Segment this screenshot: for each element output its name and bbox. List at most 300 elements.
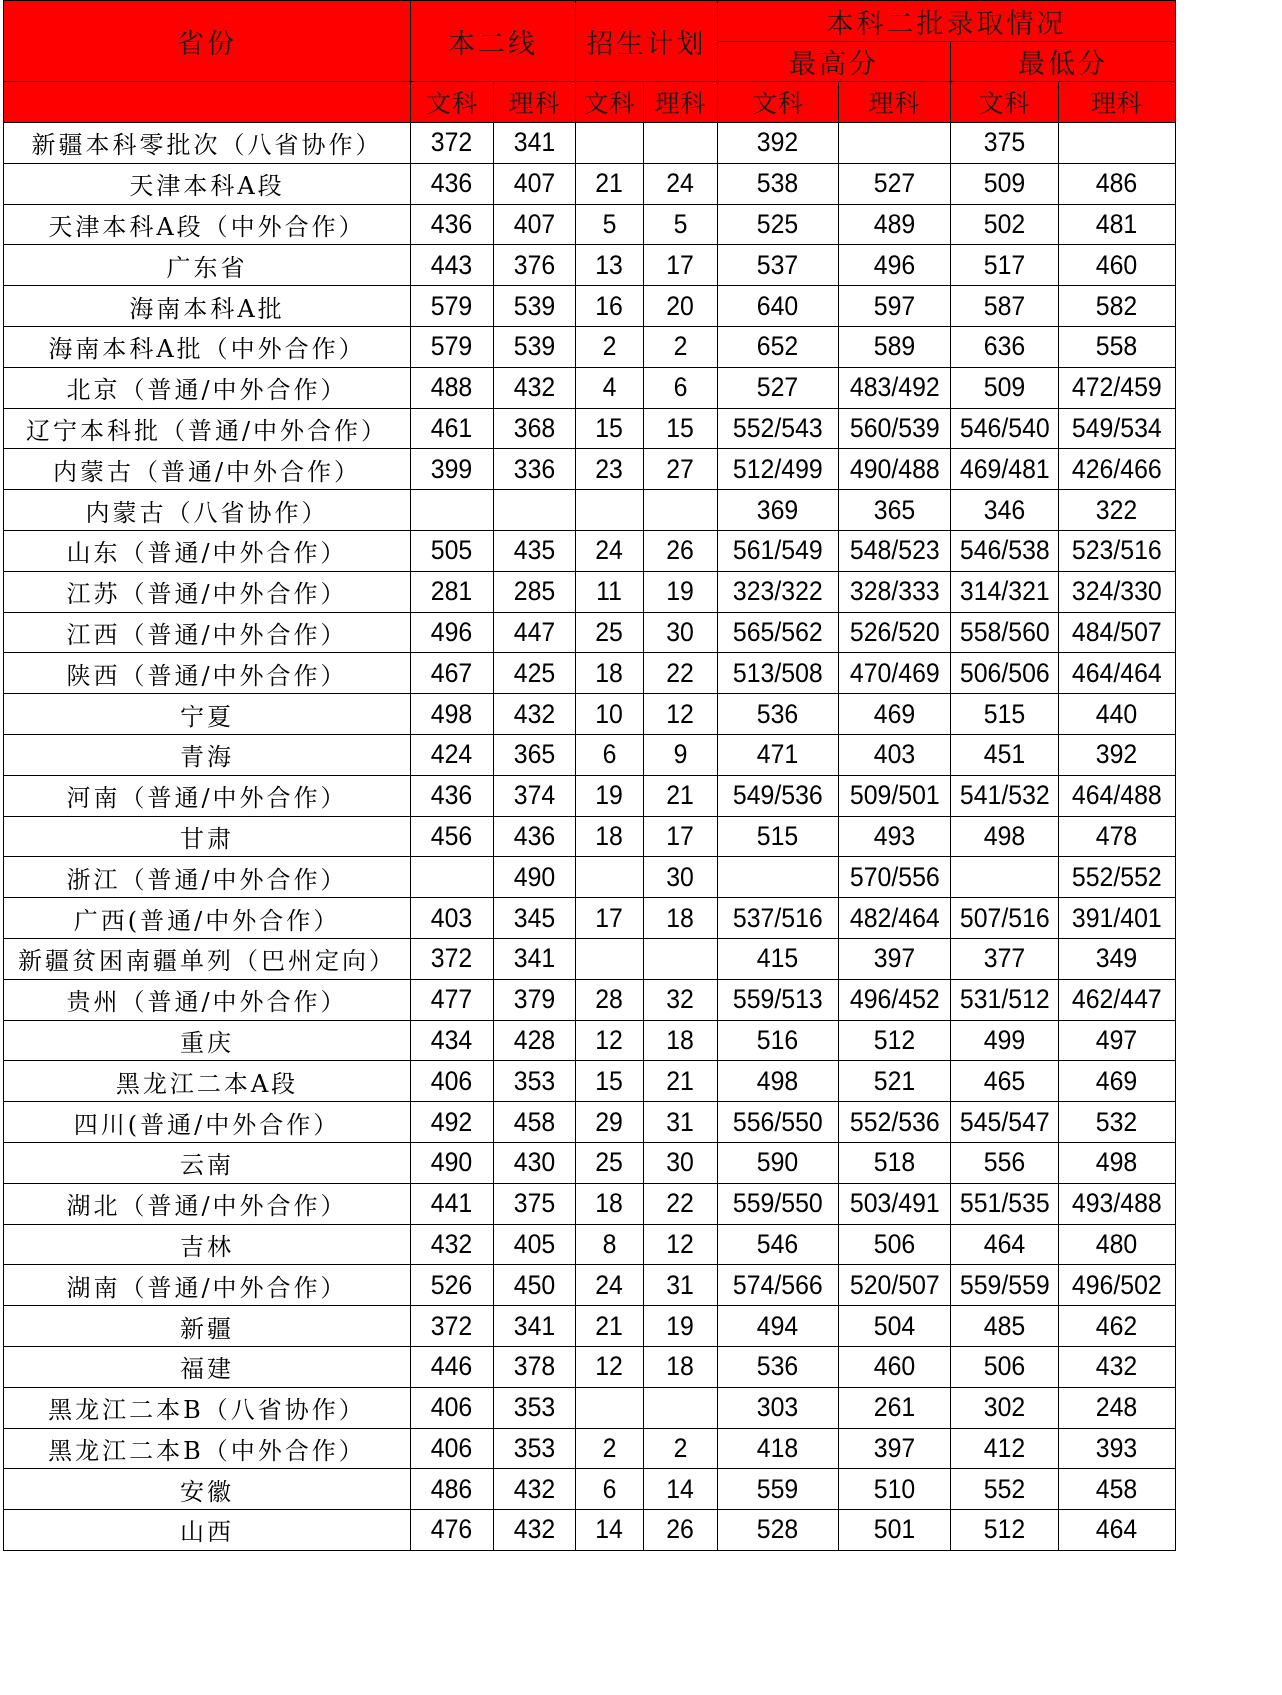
cell-min-science: [1059, 816, 1176, 857]
cell-min-science: [1059, 367, 1176, 408]
cell-value: 30: [666, 1147, 695, 1178]
cell-value: 505: [431, 535, 473, 566]
cell-min-science: [1059, 694, 1176, 735]
cell-value: 496/502: [1072, 1269, 1162, 1300]
cell-value: 322: [1096, 494, 1138, 525]
cell-max-arts: [718, 816, 839, 857]
cell-value: 418: [757, 1432, 799, 1463]
cell-value: 515: [983, 698, 1026, 729]
cell-value: 526/520: [849, 616, 940, 647]
cell-max-science: [839, 1224, 951, 1265]
cell-province: 宁夏: [4, 694, 411, 735]
cell-value: 25: [595, 1147, 624, 1178]
cell-plan-science: [644, 245, 718, 286]
cell-min-science: [1059, 571, 1176, 612]
cell-value: 532: [1096, 1106, 1138, 1137]
cell-value: 493: [873, 820, 916, 851]
cell-max-arts: [718, 408, 839, 449]
cell-value: 546: [757, 1228, 799, 1259]
cell-value: 510: [873, 1473, 916, 1504]
cell-max-arts: [718, 979, 839, 1020]
cell-plan-science: [644, 490, 718, 531]
cell-max-science: [839, 1142, 951, 1183]
cell-min-science: [1059, 1346, 1176, 1387]
header-line2-science: 理科: [494, 82, 576, 123]
cell-plan-science: [644, 408, 718, 449]
cell-line2-science: [494, 286, 576, 327]
table-row: [4, 1510, 1176, 1551]
cell-min-science: [1059, 204, 1176, 245]
cell-min-arts: [951, 979, 1059, 1020]
cell-value: 28: [595, 984, 624, 1015]
cell-value: 558: [1096, 331, 1138, 362]
cell-value: 506: [983, 1351, 1026, 1382]
cell-plan-science: [644, 653, 718, 694]
cell-value: 496: [873, 249, 916, 280]
cell-province: 浙江（普通/中外合作）: [4, 857, 411, 898]
header-min-score: 最低分: [951, 42, 1176, 82]
cell-province: 重庆: [4, 1020, 411, 1061]
cell-value: 477: [431, 984, 473, 1015]
cell-province: 新疆: [4, 1306, 411, 1347]
cell-value: 556/550: [733, 1106, 823, 1137]
cell-value: 496: [431, 616, 473, 647]
cell-value: 561/549: [733, 535, 823, 566]
cell-value: 368: [513, 412, 556, 443]
cell-value: 432: [513, 1514, 556, 1545]
cell-value: 406: [431, 1392, 473, 1423]
cell-value: 392: [757, 127, 799, 158]
cell-value: 21: [666, 1065, 695, 1096]
cell-max-arts: [718, 530, 839, 571]
cell-value: 493/488: [1072, 1188, 1162, 1219]
cell-value: 406: [431, 1065, 473, 1096]
cell-value: 490: [513, 861, 556, 892]
cell-value: 556: [983, 1147, 1026, 1178]
cell-plan-arts: [576, 245, 644, 286]
cell-value: 541/532: [959, 780, 1050, 811]
cell-line2-science: [494, 1224, 576, 1265]
cell-min-science: [1059, 163, 1176, 204]
cell-min-arts: [951, 1428, 1059, 1469]
cell-max-science: [839, 1346, 951, 1387]
cell-value: 471: [757, 739, 799, 770]
cell-line2-arts: [411, 163, 494, 204]
cell-value: 507/516: [959, 902, 1050, 933]
cell-line2-arts: [411, 653, 494, 694]
table-row: [4, 204, 1176, 245]
cell-value: 498: [1096, 1147, 1138, 1178]
cell-max-science: [839, 816, 951, 857]
cell-plan-science: [644, 530, 718, 571]
cell-value: 490: [431, 1147, 473, 1178]
cell-min-arts: [951, 530, 1059, 571]
cell-province: 吉林: [4, 1224, 411, 1265]
table-row: [4, 245, 1176, 286]
cell-line2-arts: [411, 1469, 494, 1510]
cell-max-science: [839, 123, 951, 164]
cell-value: 393: [1096, 1432, 1138, 1463]
cell-value: 436: [431, 780, 473, 811]
cell-value: 504: [873, 1310, 916, 1341]
admission-score-table: [3, 0, 1176, 1551]
cell-max-science: [839, 163, 951, 204]
cell-max-science: [839, 653, 951, 694]
cell-plan-science: [644, 449, 718, 490]
header-plan: 招生计划: [576, 1, 718, 82]
cell-value: 537/516: [733, 902, 823, 933]
cell-line2-arts: [411, 571, 494, 612]
cell-line2-arts: [411, 857, 494, 898]
cell-value: 15: [595, 1065, 624, 1096]
cell-plan-arts: [576, 857, 644, 898]
cell-value: 21: [595, 1310, 624, 1341]
cell-value: 432: [513, 1473, 556, 1504]
cell-min-science: [1059, 1102, 1176, 1143]
cell-value: 31: [666, 1106, 695, 1137]
table-row: [4, 449, 1176, 490]
cell-line2-science: [494, 612, 576, 653]
cell-value: 6: [602, 739, 617, 770]
cell-value: 432: [1096, 1351, 1138, 1382]
cell-line2-arts: [411, 612, 494, 653]
cell-plan-science: [644, 612, 718, 653]
cell-plan-science: [644, 938, 718, 979]
cell-plan-science: [644, 204, 718, 245]
cell-value: 324/330: [1072, 576, 1162, 607]
cell-value: 336: [513, 453, 556, 484]
table-row: [4, 694, 1176, 735]
cell-value: 558/560: [959, 616, 1050, 647]
cell-value: 579: [431, 331, 473, 362]
cell-value: 464: [983, 1228, 1026, 1259]
cell-value: 18: [666, 1024, 695, 1055]
table-row: [4, 1183, 1176, 1224]
cell-max-science: [839, 979, 951, 1020]
cell-plan-arts: [576, 1510, 644, 1551]
cell-line2-science: [494, 530, 576, 571]
cell-value: 24: [595, 535, 624, 566]
cell-value: 27: [666, 453, 695, 484]
cell-value: 515: [757, 820, 799, 851]
cell-value: 461: [431, 412, 473, 443]
table-row: [4, 490, 1176, 531]
cell-value: 20: [666, 290, 695, 321]
cell-plan-arts: [576, 612, 644, 653]
cell-value: 497: [1096, 1024, 1138, 1055]
cell-plan-arts: [576, 123, 644, 164]
cell-min-arts: [951, 1061, 1059, 1102]
table-row: [4, 1102, 1176, 1143]
cell-line2-arts: [411, 979, 494, 1020]
cell-max-science: [839, 612, 951, 653]
cell-value: 369: [757, 494, 799, 525]
cell-value: 521: [873, 1065, 916, 1096]
cell-plan-science: [644, 571, 718, 612]
cell-value: 552/543: [733, 412, 823, 443]
cell-province: 福建: [4, 1346, 411, 1387]
cell-line2-science: [494, 408, 576, 449]
cell-plan-science: [644, 1265, 718, 1306]
cell-line2-arts: [411, 734, 494, 775]
cell-value: 435: [513, 535, 556, 566]
cell-value: 496/452: [849, 984, 940, 1015]
cell-max-arts: [718, 612, 839, 653]
cell-value: 372: [431, 943, 473, 974]
cell-line2-arts: [411, 694, 494, 735]
cell-value: 490/488: [849, 453, 940, 484]
cell-min-arts: [951, 775, 1059, 816]
cell-value: 5: [673, 208, 688, 239]
cell-min-arts: [951, 1183, 1059, 1224]
cell-min-science: [1059, 775, 1176, 816]
cell-value: 2: [602, 331, 617, 362]
cell-province: 黑龙江二本B（中外合作）: [4, 1428, 411, 1469]
cell-value: 6: [673, 372, 688, 403]
cell-max-arts: [718, 1387, 839, 1428]
cell-value: 458: [513, 1106, 556, 1137]
cell-max-science: [839, 490, 951, 531]
cell-min-science: [1059, 734, 1176, 775]
cell-max-science: [839, 449, 951, 490]
cell-value: 502: [983, 208, 1026, 239]
table-row: [4, 898, 1176, 939]
cell-value: 446: [431, 1351, 473, 1382]
cell-value: 375: [983, 127, 1026, 158]
cell-plan-science: [644, 898, 718, 939]
cell-value: 314/321: [959, 576, 1050, 607]
cell-value: 636: [983, 331, 1026, 362]
table-row: [4, 1346, 1176, 1387]
cell-value: 462: [1096, 1310, 1138, 1341]
cell-plan-arts: [576, 326, 644, 367]
table-row: [4, 1387, 1176, 1428]
cell-value: 450: [513, 1269, 556, 1300]
cell-line2-arts: [411, 286, 494, 327]
cell-max-arts: [718, 204, 839, 245]
cell-value: 447: [513, 616, 556, 647]
cell-plan-arts: [576, 1142, 644, 1183]
cell-line2-science: [494, 1183, 576, 1224]
cell-value: 392: [1096, 739, 1138, 770]
cell-max-science: [839, 571, 951, 612]
cell-line2-arts: [411, 938, 494, 979]
cell-line2-science: [494, 1102, 576, 1143]
cell-value: 545/547: [959, 1106, 1050, 1137]
header-admission: 本科二批录取情况: [718, 1, 1176, 42]
cell-value: 460: [1096, 249, 1138, 280]
cell-value: 323/322: [733, 576, 823, 607]
cell-min-science: [1059, 408, 1176, 449]
cell-value: 2: [602, 1432, 617, 1463]
cell-value: 509: [983, 372, 1026, 403]
cell-value: 501: [873, 1514, 916, 1545]
cell-province: 安徽: [4, 1469, 411, 1510]
cell-value: 376: [513, 249, 556, 280]
cell-value: 485: [983, 1310, 1026, 1341]
cell-value: 512/499: [733, 453, 823, 484]
table-row: [4, 612, 1176, 653]
cell-max-arts: [718, 1306, 839, 1347]
cell-value: 640: [757, 290, 799, 321]
table-row: [4, 1265, 1176, 1306]
cell-value: 458: [1096, 1473, 1138, 1504]
cell-value: 559: [757, 1473, 799, 1504]
cell-max-arts: [718, 286, 839, 327]
cell-line2-science: [494, 204, 576, 245]
cell-value: 486: [1096, 168, 1138, 199]
cell-plan-arts: [576, 898, 644, 939]
header-plan-science: 理科: [644, 82, 718, 123]
cell-plan-arts: [576, 1183, 644, 1224]
cell-min-arts: [951, 490, 1059, 531]
cell-min-science: [1059, 1061, 1176, 1102]
table-row: [4, 1061, 1176, 1102]
cell-value: 425: [513, 657, 556, 688]
header-min-science: 理科: [1059, 82, 1176, 123]
cell-value: 18: [666, 1351, 695, 1382]
cell-value: 341: [513, 943, 556, 974]
cell-plan-science: [644, 1387, 718, 1428]
cell-line2-science: [494, 1265, 576, 1306]
cell-value: 536: [757, 698, 799, 729]
cell-value: 465: [983, 1065, 1026, 1096]
table-row: [4, 938, 1176, 979]
cell-value: 18: [666, 902, 695, 933]
cell-value: 482/464: [849, 902, 940, 933]
cell-value: 24: [666, 168, 695, 199]
cell-value: 467: [431, 657, 473, 688]
cell-plan-science: [644, 1183, 718, 1224]
cell-plan-science: [644, 857, 718, 898]
cell-province: 广西(普通/中外合作）: [4, 898, 411, 939]
cell-value: 489: [873, 208, 916, 239]
cell-province: 云南: [4, 1142, 411, 1183]
cell-line2-arts: [411, 1510, 494, 1551]
cell-line2-arts: [411, 1183, 494, 1224]
cell-plan-arts: [576, 1061, 644, 1102]
cell-value: 407: [513, 168, 556, 199]
cell-value: 451: [983, 739, 1026, 770]
cell-line2-science: [494, 979, 576, 1020]
cell-line2-science: [494, 245, 576, 286]
cell-value: 365: [873, 494, 916, 525]
cell-max-science: [839, 530, 951, 571]
cell-value: 552: [983, 1473, 1026, 1504]
cell-plan-arts: [576, 775, 644, 816]
cell-max-arts: [718, 653, 839, 694]
cell-value: 397: [873, 1432, 916, 1463]
cell-line2-arts: [411, 1306, 494, 1347]
cell-value: 494: [757, 1310, 799, 1341]
cell-min-arts: [951, 286, 1059, 327]
cell-value: 480: [1096, 1228, 1138, 1259]
cell-max-arts: [718, 1020, 839, 1061]
cell-value: 559/559: [959, 1269, 1050, 1300]
cell-province: 甘肃: [4, 816, 411, 857]
table-row: [4, 816, 1176, 857]
table-row: [4, 653, 1176, 694]
cell-plan-science: [644, 1061, 718, 1102]
cell-min-arts: [951, 449, 1059, 490]
cell-plan-arts: [576, 571, 644, 612]
cell-value: 21: [666, 780, 695, 811]
cell-plan-arts: [576, 490, 644, 531]
cell-max-arts: [718, 857, 839, 898]
cell-line2-arts: [411, 123, 494, 164]
cell-value: 440: [1096, 698, 1138, 729]
cell-max-arts: [718, 1265, 839, 1306]
cell-line2-arts: [411, 245, 494, 286]
cell-plan-arts: [576, 816, 644, 857]
cell-value: 5: [602, 208, 617, 239]
header-province: 省份: [4, 1, 411, 82]
cell-min-arts: [951, 857, 1059, 898]
cell-value: 18: [595, 820, 624, 851]
cell-line2-science: [494, 734, 576, 775]
cell-province: 四川(普通/中外合作）: [4, 1102, 411, 1143]
cell-province: 湖北（普通/中外合作）: [4, 1183, 411, 1224]
cell-value: 19: [595, 780, 624, 811]
cell-max-arts: [718, 1183, 839, 1224]
cell-value: 391/401: [1072, 902, 1162, 933]
cell-max-arts: [718, 163, 839, 204]
cell-value: 546/538: [959, 535, 1050, 566]
cell-value: 582: [1096, 290, 1138, 321]
cell-line2-arts: [411, 898, 494, 939]
cell-min-science: [1059, 1265, 1176, 1306]
cell-max-arts: [718, 490, 839, 531]
cell-plan-science: [644, 1102, 718, 1143]
cell-line2-arts: [411, 530, 494, 571]
cell-max-science: [839, 1387, 951, 1428]
cell-min-arts: [951, 163, 1059, 204]
cell-province: 广东省: [4, 245, 411, 286]
cell-min-arts: [951, 1510, 1059, 1551]
cell-line2-science: [494, 123, 576, 164]
cell-value: 374: [513, 780, 556, 811]
cell-value: 432: [513, 698, 556, 729]
cell-value: 527: [757, 372, 799, 403]
cell-max-arts: [718, 571, 839, 612]
cell-max-arts: [718, 326, 839, 367]
cell-plan-arts: [576, 1102, 644, 1143]
cell-max-science: [839, 734, 951, 775]
cell-value: 430: [513, 1147, 556, 1178]
cell-plan-science: [644, 775, 718, 816]
cell-plan-arts: [576, 1428, 644, 1469]
header-min-arts: 文科: [951, 82, 1059, 123]
cell-value: 464/488: [1072, 780, 1162, 811]
cell-min-science: [1059, 245, 1176, 286]
cell-min-arts: [951, 123, 1059, 164]
cell-min-science: [1059, 1142, 1176, 1183]
cell-value: 503/491: [849, 1188, 940, 1219]
cell-value: 559/513: [733, 984, 823, 1015]
cell-value: 405: [513, 1228, 556, 1259]
cell-max-arts: [718, 694, 839, 735]
cell-value: 498: [757, 1065, 799, 1096]
cell-value: 432: [431, 1228, 473, 1259]
cell-min-science: [1059, 530, 1176, 571]
cell-value: 498: [983, 820, 1026, 851]
cell-line2-science: [494, 1061, 576, 1102]
cell-value: 548/523: [849, 535, 940, 566]
cell-line2-arts: [411, 1020, 494, 1061]
cell-value: 24: [595, 1269, 624, 1300]
cell-line2-arts: [411, 1142, 494, 1183]
cell-max-science: [839, 245, 951, 286]
